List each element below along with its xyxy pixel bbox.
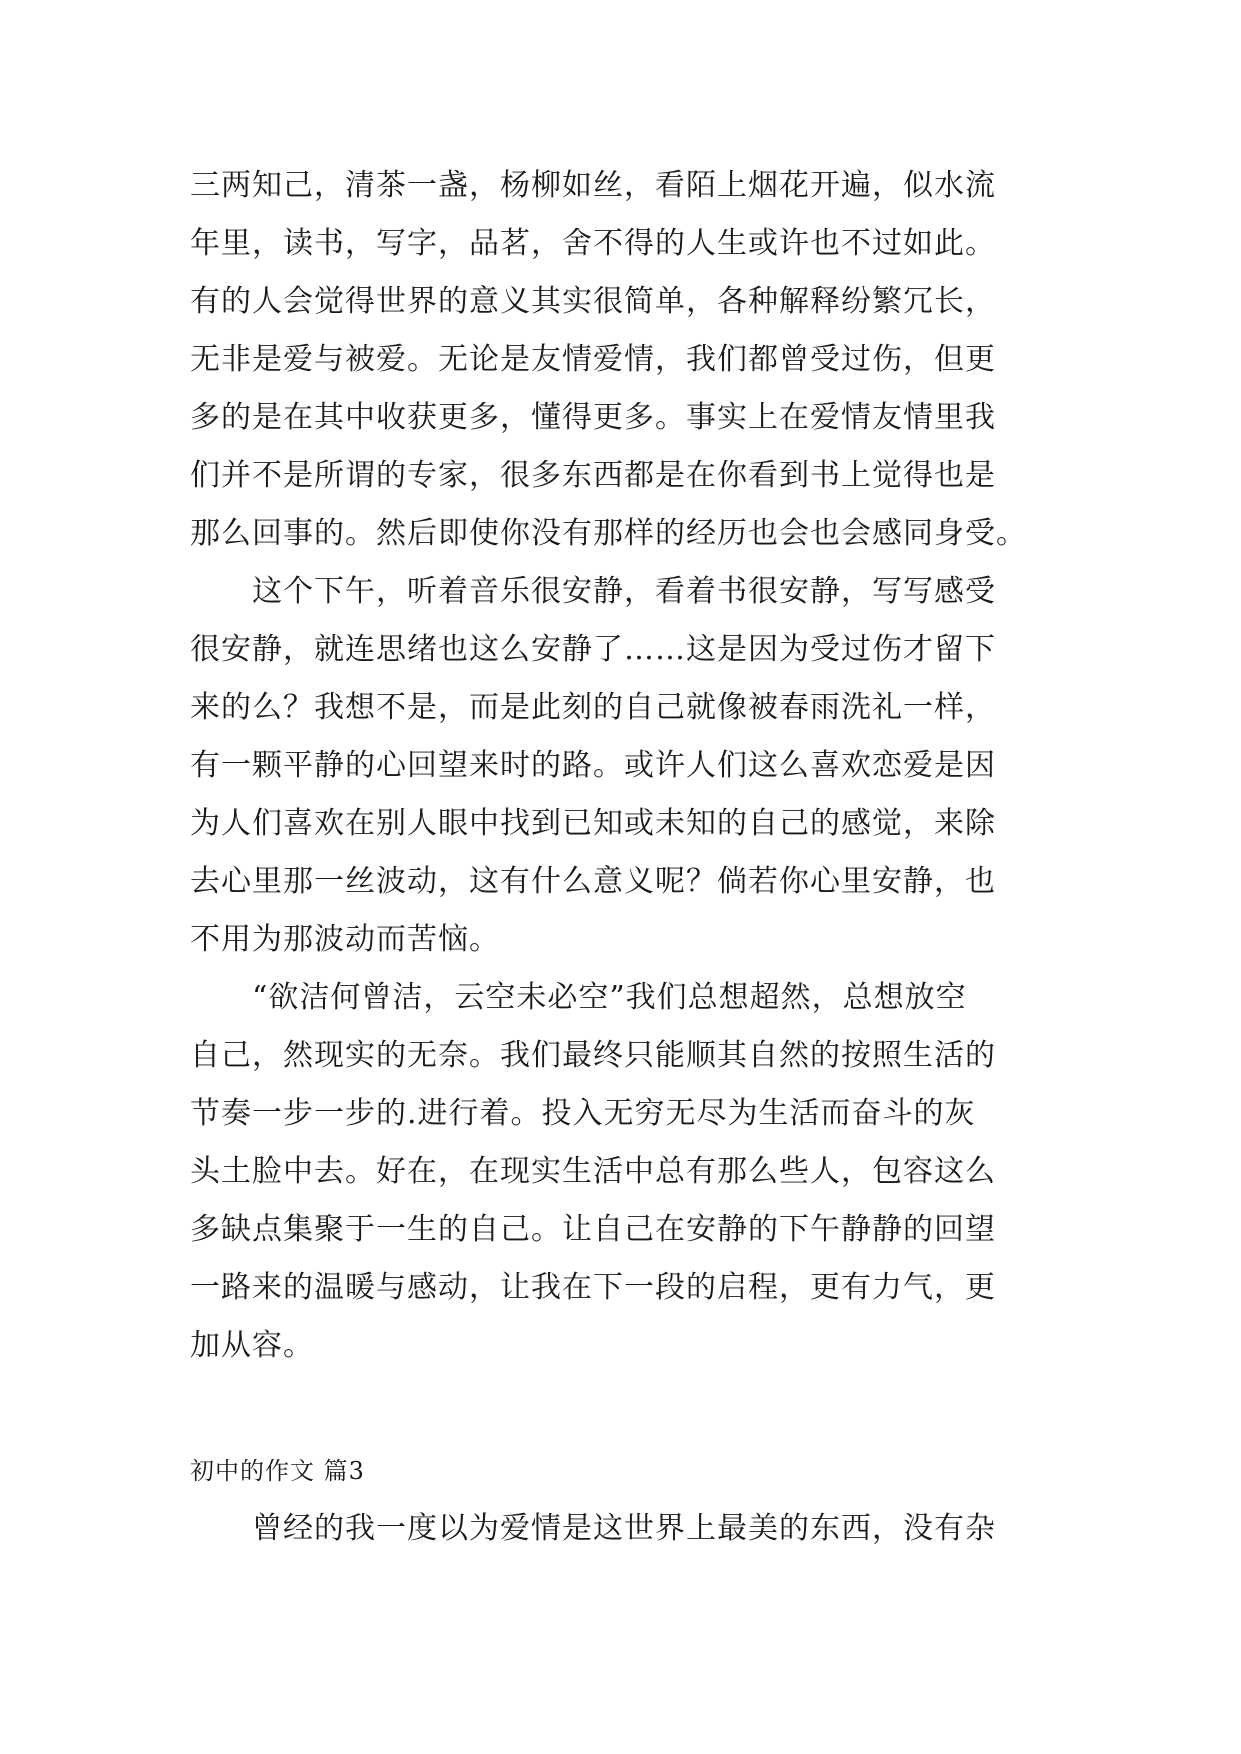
body-line: 无非是爱与被爱。无论是友情爱情，我们都曾受过伤，但更 xyxy=(190,342,996,377)
body-line: 为人们喜欢在别人眼中找到已知或未知的自己的感觉，来除 xyxy=(190,806,996,841)
body-line: 一路来的温暖与感动，让我在下一段的启程，更有力气，更 xyxy=(190,1270,996,1305)
body-line: “欲洁何曾洁，云空未必空”我们总想超然，总想放空 xyxy=(190,980,967,1015)
section-heading: 初中的作文 篇3 xyxy=(190,1457,365,1485)
body-line: 年里，读书，写字，品茗，舍不得的人生或许也不过如此。 xyxy=(190,226,996,261)
body-line: 这个下午，听着音乐很安静，看着书很安静，写写感受 xyxy=(190,574,996,609)
essay-body xyxy=(190,157,1070,1375)
body-line: 多的是在其中收获更多，懂得更多。事实上在爱情友情里我 xyxy=(190,400,996,435)
body-line: 不用为那波动而苦恼。 xyxy=(190,922,500,957)
next-section-body xyxy=(190,1500,1070,1558)
body-line: 有一颗平静的心回望来时的路。或许人们这么喜欢恋爱是因 xyxy=(190,748,996,783)
body-line: 多缺点集聚于一生的自己。让自己在安静的下午静静的回望 xyxy=(190,1212,996,1247)
body-line: 节奏一步一步的.进行着。投入无穷无尽为生活而奋斗的灰 xyxy=(190,1096,976,1131)
body-line: 去心里那一丝波动，这有什么意义呢？倘若你心里安静，也 xyxy=(190,864,996,899)
body-line: 那么回事的。然后即使你没有那样的经历也会也会感同身受。 xyxy=(190,516,1027,551)
body-line: 有的人会觉得世界的意义其实很简单，各种解释纷繁冗长， xyxy=(190,284,996,319)
body-line: 们并不是所谓的专家，很多东西都是在你看到书上觉得也是 xyxy=(190,458,996,493)
body-line: 自己，然现实的无奈。我们最终只能顺其自然的按照生活的 xyxy=(190,1038,996,1073)
body-line: 很安静，就连思绪也这么安静了……这是因为受过伤才留下 xyxy=(190,632,996,667)
body-line: 曾经的我一度以为爱情是这世界上最美的东西，没有杂 xyxy=(190,1511,996,1546)
body-line: 来的么？我想不是，而是此刻的自己就像被春雨洗礼一样， xyxy=(190,690,996,725)
body-line: 三两知己，清茶一盏，杨柳如丝，看陌上烟花开遍，似水流 xyxy=(190,168,996,203)
body-line: 加从容。 xyxy=(190,1328,314,1363)
body-line: 头土脸中去。好在，在现实生活中总有那么些人，包容这么 xyxy=(190,1154,996,1189)
